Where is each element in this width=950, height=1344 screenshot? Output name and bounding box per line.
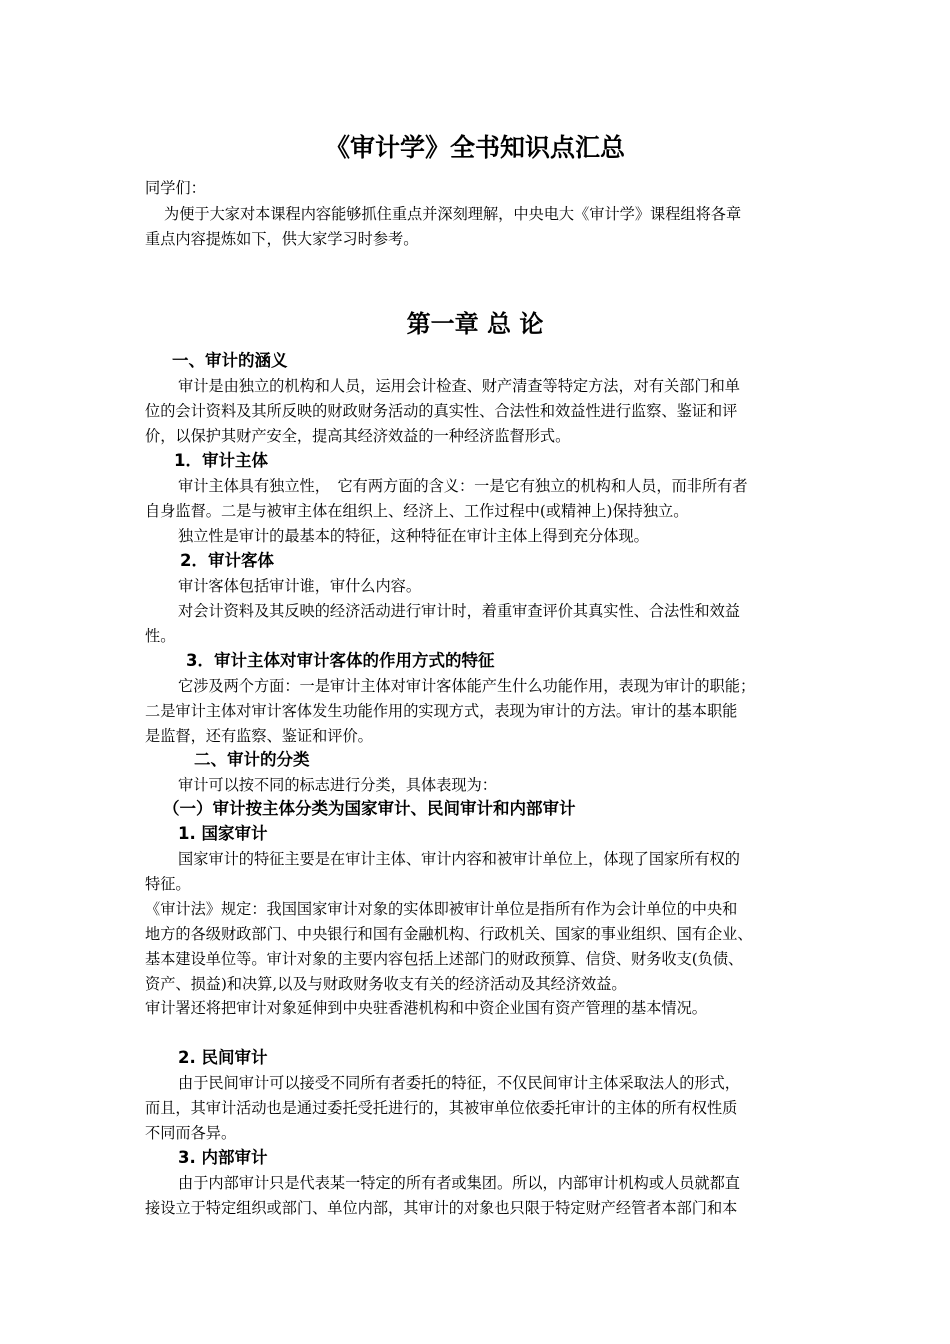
paragraph-line: 价，以保护其财产安全，提高其经济效益的一种经济监督形式。: [145, 427, 571, 445]
intro-line: 重点内容提炼如下，供大家学习时参考。: [145, 230, 419, 248]
paragraph-line: 国家审计的特征主要是在审计主体、审计内容和被审计单位上，体现了国家所有权的: [178, 850, 740, 868]
paragraph-line: 审计客体包括审计谁，审什么内容。: [178, 577, 421, 595]
paragraph-line: 审计可以按不同的标志进行分类，具体表现为：: [178, 776, 497, 794]
part-heading: （一）审计按主体分类为国家审计、民间审计和内部审计: [163, 799, 576, 818]
paragraph-line: 位的会计资料及其所反映的财政财务活动的真实性、合法性和效益性进行监察、鉴证和评: [145, 402, 738, 420]
intro-line: 为便于大家对本课程内容能够抓住重点并深刻理解，中央电大《审计学》课程组将各章: [164, 205, 742, 223]
subsection-heading: 3. 内部审计: [178, 1148, 268, 1167]
paragraph-line: 由于民间审计可以接受不同所有者委托的特征，不仅民间审计主体采取法人的形式，: [178, 1074, 740, 1092]
paragraph-line: 审计署还将把审计对象延伸到中央驻香港机构和中资企业国有资产管理的基本情况。: [145, 999, 707, 1017]
paragraph-line: 独立性是审计的最基本的特征，这种特征在审计主体上得到充分体现。: [178, 527, 649, 545]
greeting: 同学们：: [145, 179, 206, 197]
subsection-heading: 2. 民间审计: [178, 1048, 268, 1067]
paragraph-line: 地方的各级财政部门、中央银行和国有金融机构、行政机关、国家的事业组织、国有企业、: [145, 925, 753, 943]
paragraph-line: 基本建设单位等。审计对象的主要内容包括上述部门的财政预算、信贷、财务收支(负债、: [145, 950, 744, 968]
paragraph-line: 二是审计主体对审计客体发生功能作用的实现方式，表现为审计的方法。审计的基本职能: [145, 702, 738, 720]
paragraph-line: 不同而各异。: [145, 1124, 237, 1142]
paragraph-line: 性。: [145, 627, 176, 645]
paragraph-line: 接设立于特定组织或部门、单位内部，其审计的对象也只限于特定财产经管者本部门和本: [145, 1199, 738, 1217]
subsection-heading: 2．审计客体: [180, 551, 274, 570]
paragraph-line: 《审计法》规定：我国国家审计对象的实体即被审计单位是指所有作为会计单位的中央和: [145, 900, 738, 918]
chapter-title: 第一章 总 论: [406, 310, 544, 338]
subsection-heading: 1．审计主体: [174, 451, 268, 470]
paragraph-line: 审计主体具有独立性， 它有两方面的含义：一是它有独立的机构和人员，而非所有者: [178, 477, 748, 495]
section-heading: 一、审计的涵义: [172, 351, 288, 370]
section-heading: 二、审计的分类: [194, 750, 310, 769]
document-title: 《审计学》全书知识点汇总: [324, 133, 625, 162]
paragraph-line: 自身监督。二是与被审主体在组织上、经济上、工作过程中(或精神上)保持独立。: [145, 502, 689, 520]
subsection-heading: 3．审计主体对审计客体的作用方式的特征: [186, 651, 495, 670]
paragraph-line: 审计是由独立的机构和人员，运用会计检查、财产清查等特定方法，对有关部门和单: [178, 377, 740, 395]
paragraph-line: 它涉及两个方面：一是审计主体对审计客体能产生什么功能作用，表现为审计的职能；: [178, 677, 756, 695]
paragraph-line: 特征。: [145, 875, 191, 893]
paragraph-line: 由于内部审计只是代表某一特定的所有者或集团。所以，内部审计机构或人员就都直: [178, 1174, 740, 1192]
paragraph-line: 而且，其审计活动也是通过委托受托进行的，其被审单位依委托审计的主体的所有权性质: [145, 1099, 738, 1117]
subsection-heading: 1. 国家审计: [178, 824, 268, 843]
paragraph-line: 对会计资料及其反映的经济活动进行审计时，着重审查评价其真实性、合法性和效益: [178, 602, 740, 620]
paragraph-line: 是监督，还有监察、鉴证和评价。: [145, 727, 373, 745]
paragraph-line: 资产、损益)和决算,以及与财政财务收支有关的经济活动及其经济效益。: [145, 975, 627, 993]
